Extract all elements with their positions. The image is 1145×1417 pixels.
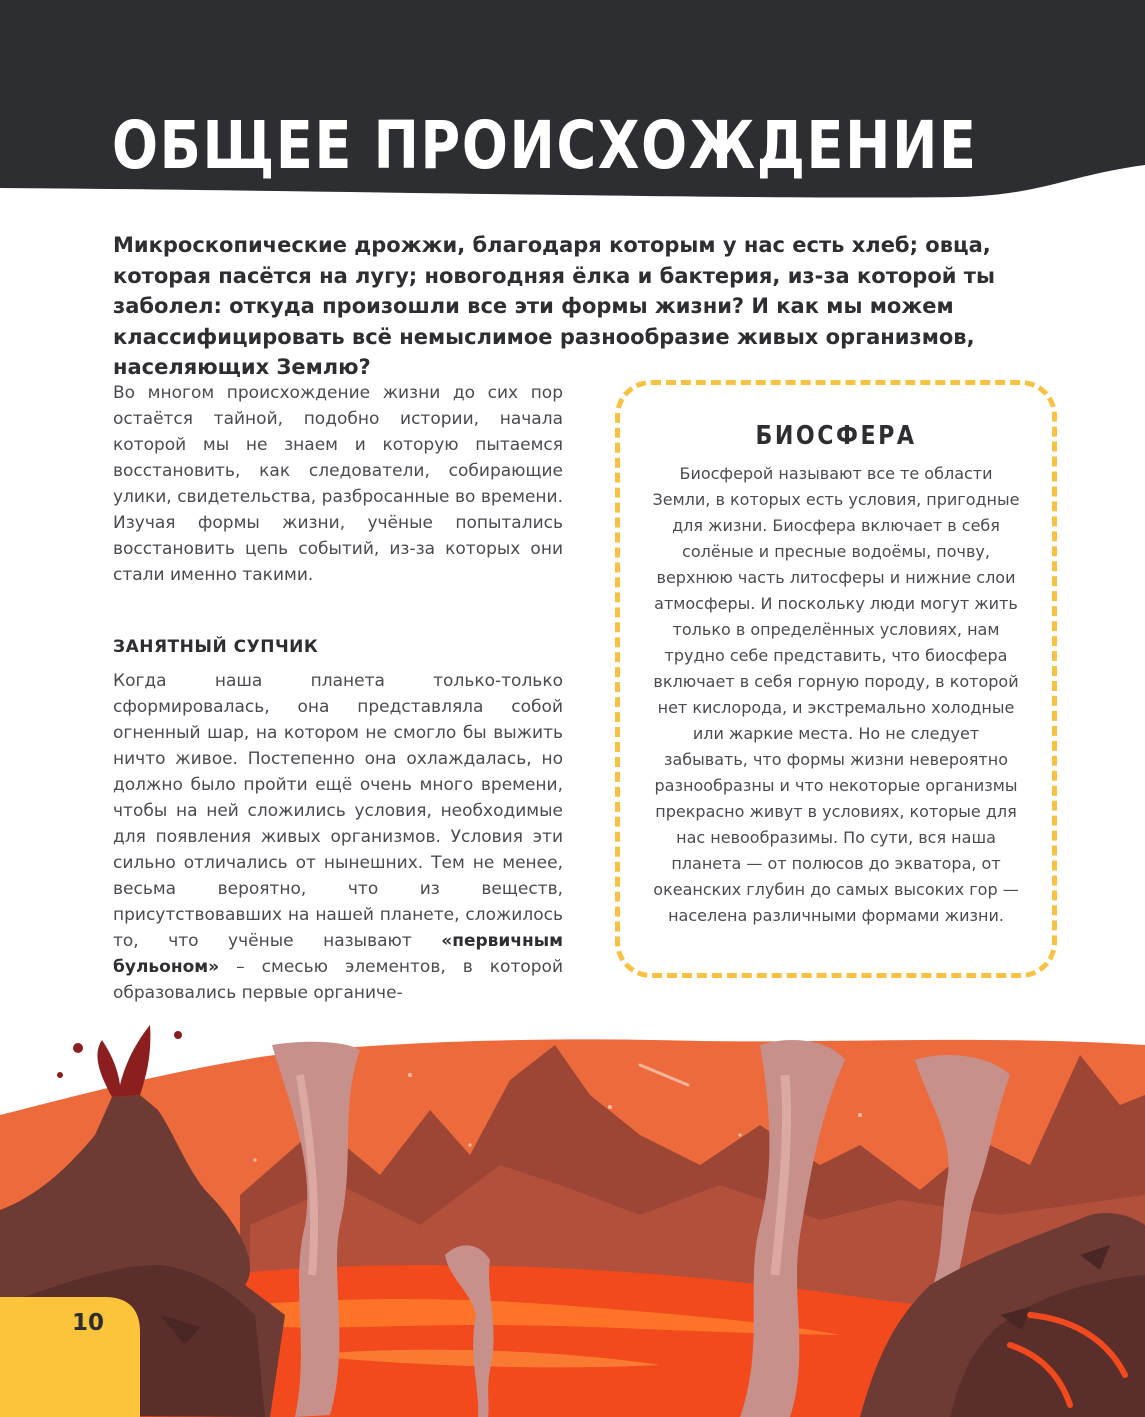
box-title: БИОСФЕРА xyxy=(755,421,917,451)
page-title: ОБЩЕЕ ПРОИСХОЖДЕНИЕ xyxy=(112,107,978,184)
body-text-end: – смесью элементов, в которой образовались первые органиче- xyxy=(113,957,563,1003)
page-number: 10 xyxy=(71,1310,104,1336)
section-heading: ЗАНЯТНЫЙ СУПЧИК xyxy=(113,637,319,657)
lead-paragraph: Микроскопические дрожжи, благодаря которым у нас есть хлеб; овца, которая пасётся на лугу; новогодняя ёлка и бактерия, из-за которой ты заболел: откуда произошли все эти формы жизни? И как мы можем классифицировать всё немыслимое разнообразие живых организмов, населяющих Землю? xyxy=(113,233,995,379)
biosphere-box xyxy=(615,380,1057,978)
body-paragraph xyxy=(113,668,563,1006)
left-column xyxy=(113,380,563,1006)
body-text: Когда наша планета только-только сформировалась, она представляла собой огненный шар, на котором не смогло бы выжить ничто живое. Постепенно она охлаждалась, но должно было пройти ещё очень много времени, чтобы на ней сложились условия, необходимые для появления живых организмов. Условия эти сильно отличались от нынешних. Тем не менее, весьма вероятно, что из веществ, присутствовавших на нашей планете, сложилось то, что учёные называют xyxy=(113,671,563,951)
intro-paragraph: Во многом происхождение жизни до сих пор остаётся тайной, подобно истории, начала которой мы не знаем и которую пытаемся восстановить, как следователи, собирающие улики, свидетельства, разбросанные во времени. Изучая формы жизни, учёные попытались восстановить цепь событий, из-за которых они стали именно такими. xyxy=(113,383,563,585)
box-text: Биосферой называют все те области Земли, в которых есть условия, пригодные для жизни. Биосфера включает в себя солёные и пресные водоёмы, почву, верхнюю часть литосферы и нижние слои атмосферы. И поскольку люди могут жить только в определённых условиях, нам трудно себе представить, что биосфера включает в себя горную породу, в которой нет кислорода, и экстремально холодные или жаркие места. Но не следует забывать, что формы жизни невероятно разнообразны и что некоторые организмы прекрасно живут в условиях, которые для нас невообразимы. По сути, вся наша планета — от полюсов до экватора, от океанских глубин до самых высоких гор — населена различными формами жизни. xyxy=(652,464,1020,925)
volcano-illustration xyxy=(0,1015,1145,1417)
bold-term: «первичным бульоном» xyxy=(113,931,563,977)
